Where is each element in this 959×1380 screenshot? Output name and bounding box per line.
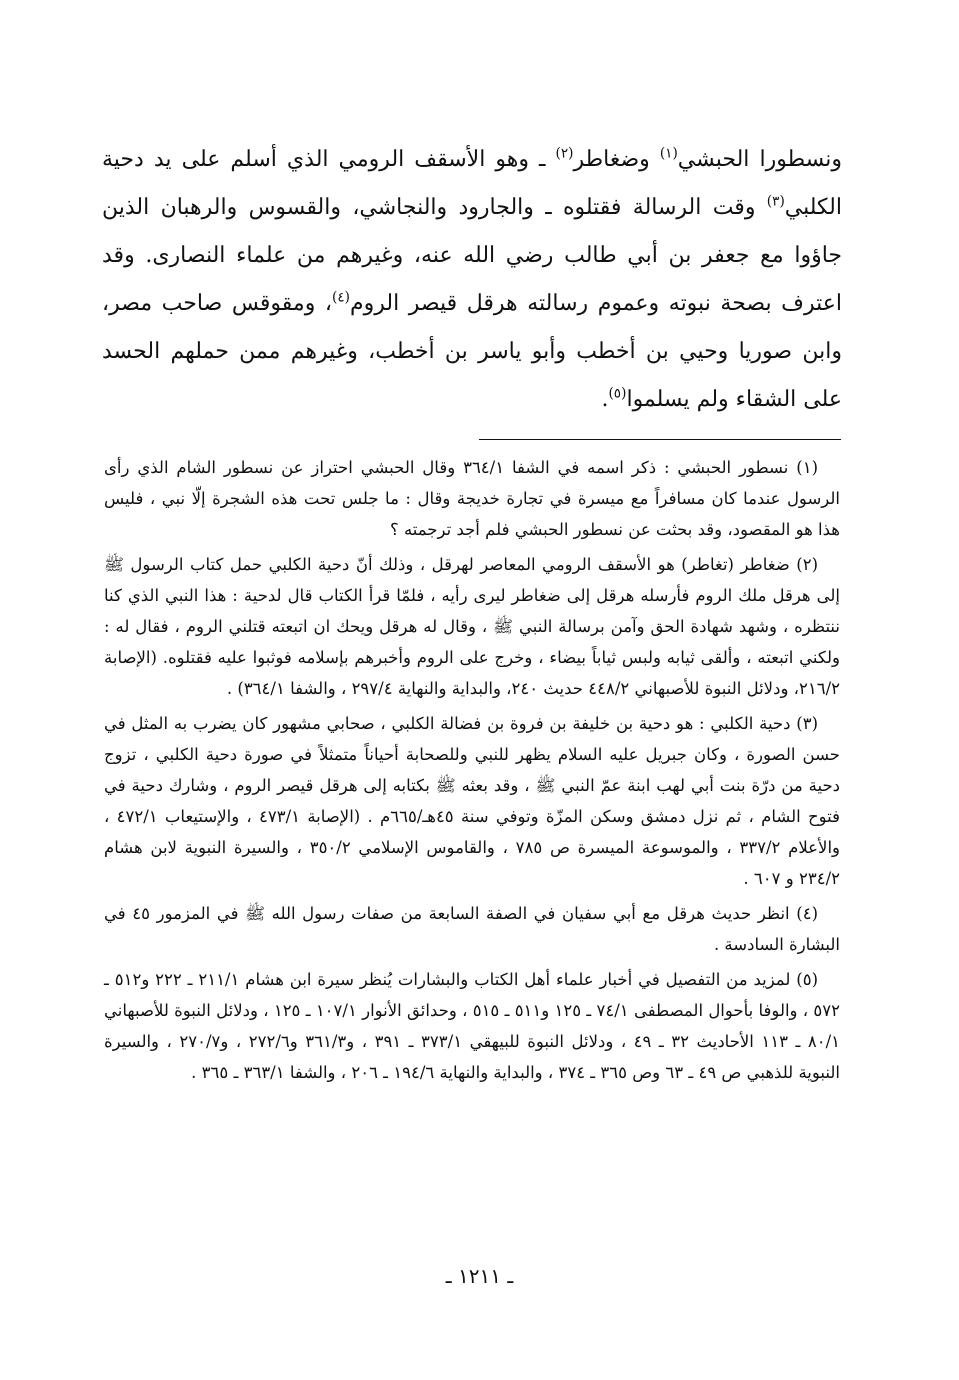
main-paragraph (102, 136, 842, 424)
footnote-ref-1[interactable]: (١) (659, 145, 678, 162)
footnote-separator (479, 439, 841, 440)
page-number: ـ ١٢١١ ـ (445, 1264, 514, 1288)
footnote-text: دحية الكلبي : هو دحية بن خليفة بن فروة بن فضالة الكلبي ، صحابي مشهور كان يضرب به المثل في حسن الصورة ، وكان جبريل عليه السلام يظهر للنبي وللصحابة أحياناً متمثلاً في صورة دحية الكلبي ، تزوج دحية من درّة بنت أبي لهب ابنة عمّ النبي ﷺ ، وقد بعثه ﷺ بكتابه إلى هرقل قيصر الروم ، وشارك دحية في فتوح الشام ، ثم نزل دمشق وسكن المزّة وتوفي سنة ٤٥هـ/٦٦٥م . (الإصابة ٤٧٣/١ ، والإستيعاب ٤٧٢/١ ، والأعلام ٣٣٧/٢ ، والموسوعة الميسرة ص ٧٨٥ ، والقاموس الإسلامي ٣٥٠/٢ ، والسيرة النبوية لابن هشام ٢٣٤/٢ و ٦٠٧ . (104, 714, 840, 888)
footnote-text: نسطور الحبشي : ذكر اسمه في الشفا ٣٦٤/١ وقال الحبشي احتراز عن نسطور الشام الذي رأى الرسول عندما كان مسافراً مع ميسرة في تجارة خديجة وقال : ما جلس تحت هذه الشجرة إلّا نبي ، فليس هذا هو المقصود، وقد بحثت عن نسطور الحبشي فلم أجد ترجمته ؟ (104, 458, 840, 539)
main-text-part: ونسطورا الحبشي (677, 147, 842, 172)
footnote-5 (104, 964, 840, 1088)
footnote-1 (104, 452, 840, 545)
main-text-part: وقت الرسالة فقتلوه ـ والجارود والنجاشي، والقسوس والرهبان الذين جاؤوا مع جعفر بن أبي طالب رضي الله عنه، وغيرهم من علماء النصارى. وقد اعترف بصحة نبوته وعموم رسالته هرقل قيصر الروم (102, 195, 843, 316)
footnote-text: انظر حديث هرقل مع أبي سفيان في الصفة السابعة من صفات رسول الله ﷺ في المزمور ٤٥ في البشارة السادسة . (104, 904, 840, 954)
footnote-number: (١) (796, 458, 818, 477)
footnote-number: (٣) (796, 714, 818, 733)
main-text-part: ، ومقوقس صاحب مصر، وابن صوريا وحيي بن أخطب وأبو ياسر بن أخطب، وغيرهم ممن حملهم الحسد على الشقاء ولم يسلموا (102, 291, 842, 412)
footnote-ref-3[interactable]: (٣) (766, 193, 785, 210)
footnotes-section (104, 452, 840, 1092)
footnote-number: (٥) (796, 970, 818, 989)
footnote-ref-2[interactable]: (٢) (555, 145, 574, 162)
footnote-text: لمزيد من التفصيل في أخبار علماء أهل الكتاب والبشارات يُنظر سيرة ابن هشام ٢١١/١ ـ ٢٢٢ و٥١٢ ـ ٥٧٢ ، والوفا بأحوال المصطفى ٧٤/١ ـ ١٢٥ و٥١١ ـ ٥١٥ ، وحدائق الأنوار ١٠٧/١ ـ ١٢٥ ، ودلائل النبوة للأصبهاني ٨٠/١ ـ ١١٣ الأحاديث ٣٢ ـ ٤٩ ، ودلائل النبوة للبيهقي ٣٧٣/١ ـ ٣٩١ ، و٣٦١/٣ و٢٧٢/٦ ، و٢٧٠/٧ ، والسيرة النبوية للذهبي ص ٤٩ ـ ٦٣ وص ٣٦٥ ـ ٣٧٤ ، والبداية والنهاية ١٩٤/٦ ـ ٢٠٦ ، والشفا ٣٦٣/١ ـ ٣٦٥ . (104, 970, 841, 1082)
footnote-number: (٢) (796, 555, 818, 574)
footnote-number: (٤) (796, 904, 818, 923)
footnote-ref-5[interactable]: (٥) (608, 385, 627, 402)
footnote-3 (104, 708, 840, 894)
main-text-part: وضغاطر (573, 147, 660, 172)
footnote-ref-4[interactable]: (٤) (332, 289, 350, 306)
main-text-part: . (601, 387, 609, 412)
footnote-text: ضغاطر (تغاطر) هو الأسقف الرومي المعاصر لهرقل ، وذلك أنّ دحية الكلبي حمل كتاب الرسول ﷺ إلى هرقل ملك الروم فأرسله هرقل إلى ضغاطر ليرى رأيه ، فلمّا قرأ الكتاب قال لدحية : هذا النبي الذي كنا ننتظره ، وشهد شهادة الحق وآمن برسالة النبي ﷺ ، وقال له هرقل ويحك ان اتبعته قتلني الروم ، فقال له : ولكني اتبعته ، وألقى ثيابه ولبس ثياباً بيضاء ، وخرج على الروم وأخبرهم بإسلامه فوثبوا عليه فقتلوه. (الإصابة ٢١٦/٢، ودلائل النبوة للأصبهاني ٤٤٨/٢ حديث ٢٤٠، والبداية والنهاية ٢٩٧/٤ ، والشفا ٣٦٤/١) . (104, 555, 840, 698)
main-text-part: ـ وهو الأسقف الرومي الذي أسلم على يد دحية الكلبي (102, 147, 842, 220)
footnote-4 (104, 898, 840, 960)
footnote-2 (104, 549, 840, 704)
